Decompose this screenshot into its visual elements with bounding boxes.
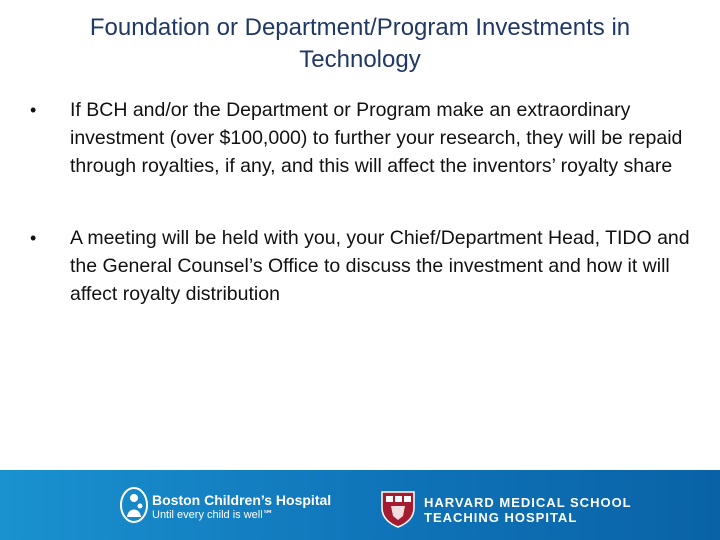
footer-banner (0, 470, 720, 540)
bullet-marker: • (30, 100, 37, 120)
hms-line-1: HARVARD MEDICAL SCHOOL (424, 495, 632, 510)
harvard-shield-icon (380, 490, 416, 528)
hms-wordmark (424, 495, 632, 525)
bullet-list (28, 96, 700, 308)
bullet-text: If BCH and/or the Department or Program make an extraordinary investment (over $100,000) to further your research, they will be repaid through royalties, if any, and this will affect the inventors’ royalty share (70, 99, 683, 177)
bullet-text: A meeting will be held with you, your Chief/Department Head, TIDO and the General Counsel’s Office to discuss the investment and how it will affect royalty distribution (70, 227, 690, 305)
bullet-marker: • (30, 228, 37, 248)
bullet-item (28, 96, 700, 180)
boston-childrens-hospital-logo (120, 487, 148, 523)
bullet-item (28, 224, 700, 308)
hms-line-2: TEACHING HOSPITAL (424, 510, 578, 525)
bch-wordmark (152, 492, 331, 522)
bch-tagline: Until every child is well℠ (152, 509, 274, 521)
slide-title (20, 12, 700, 76)
slide-title-line-1: Foundation or Department/Program Investments in (89, 14, 631, 41)
slide-title-line-2: Technology (299, 46, 421, 73)
bch-name: Boston Children’s Hospital (152, 492, 332, 508)
